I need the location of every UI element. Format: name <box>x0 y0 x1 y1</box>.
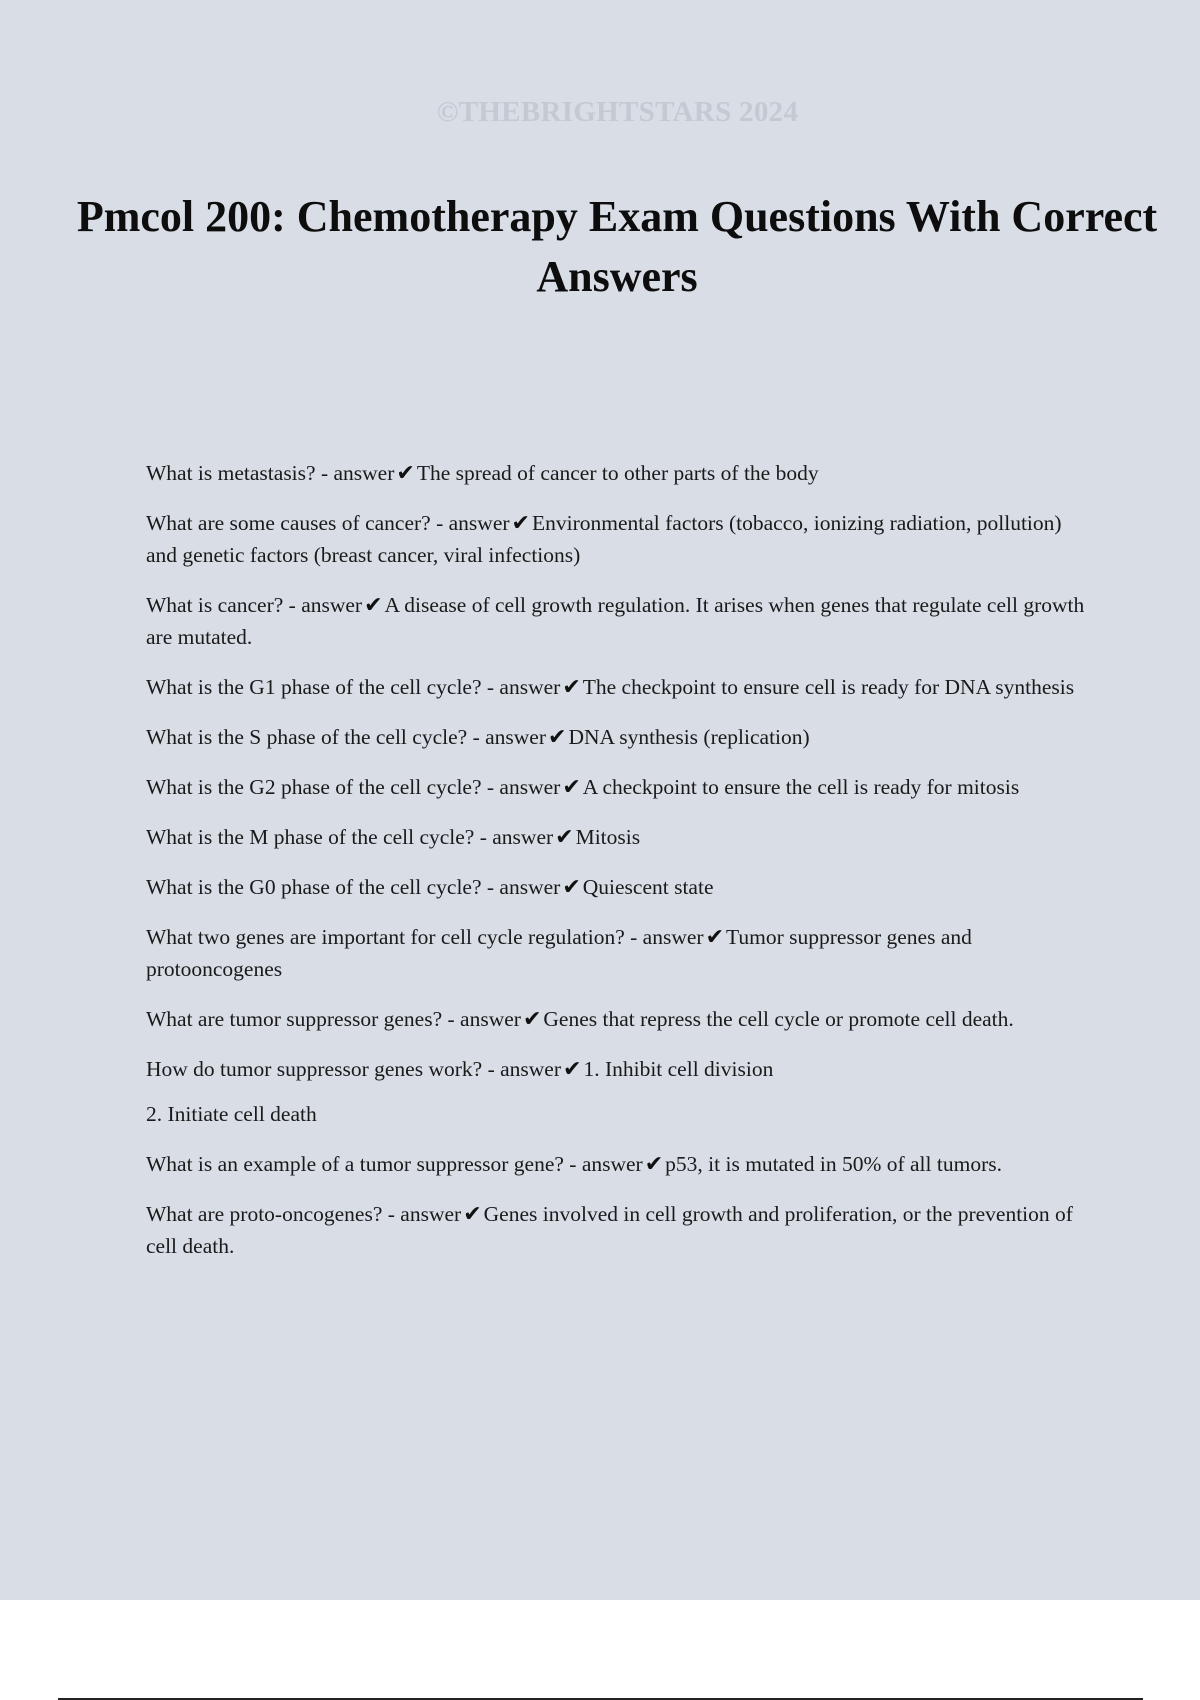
answer-text: 1. Inhibit cell division <box>583 1057 774 1081</box>
qa-item <box>146 821 1094 853</box>
qa-item <box>146 671 1094 703</box>
answer-separator: - answer <box>430 511 510 535</box>
answer-separator: - answer <box>481 875 561 899</box>
qa-item <box>146 1198 1094 1262</box>
checkmark-icon: ✔ <box>522 1007 542 1032</box>
answer-separator: - answer <box>481 675 561 699</box>
question-text: What is the M phase of the cell cycle? <box>146 825 475 849</box>
checkmark-icon: ✔ <box>396 461 415 486</box>
qa-item <box>146 507 1094 571</box>
qa-item <box>146 589 1094 653</box>
answer-text: DNA synthesis (replication) <box>568 725 810 749</box>
checkmark-icon: ✔ <box>562 775 581 800</box>
qa-item <box>146 1148 1094 1180</box>
answer-separator: - answer <box>563 1152 643 1176</box>
answer-continuation: 2. Initiate cell death <box>146 1102 317 1126</box>
answer-separator: - answer <box>442 1007 521 1031</box>
question-text: What is the G1 phase of the cell cycle? <box>146 675 482 699</box>
answer-text: p53, it is mutated in 50% of all tumors. <box>665 1152 1002 1176</box>
question-text: What is an example of a tumor suppressor gene? <box>146 1152 564 1176</box>
answer-separator: - answer <box>482 1057 561 1081</box>
question-text: What is the G2 phase of the cell cycle? <box>146 775 482 799</box>
question-text: How do tumor suppressor genes work? <box>146 1057 483 1081</box>
question-text: What is the G0 phase of the cell cycle? <box>146 875 482 899</box>
answer-text: Genes that repress the cell cycle or promote cell death. <box>543 1007 1014 1031</box>
checkmark-icon: ✔ <box>548 725 567 750</box>
answer-text: A checkpoint to ensure the cell is ready for mitosis <box>582 775 1020 799</box>
document-title: Pmcol 200: Chemotherapy Exam Questions With Correct Answers <box>76 192 1158 301</box>
qa-item <box>146 721 1094 753</box>
answer-text: Genes involved in cell growth and proliferation, or the prevention of cell death. <box>146 1202 1073 1258</box>
answer-separator: - answer <box>624 925 704 949</box>
qa-item <box>146 1003 1094 1035</box>
checkmark-icon: ✔ <box>511 511 530 536</box>
answer-separator: - answer <box>382 1202 462 1226</box>
checkmark-icon: ✔ <box>555 825 574 850</box>
qa-item <box>146 1053 1094 1085</box>
answer-separator: - answer <box>481 775 561 799</box>
answer-text: A disease of cell growth regulation. It arises when genes that regulate cell growth are mutated. <box>146 593 1085 649</box>
answer-separator: - answer <box>474 825 554 849</box>
checkmark-icon: ✔ <box>644 1152 664 1177</box>
answer-text: The checkpoint to ensure cell is ready for DNA synthesis <box>582 675 1075 699</box>
answer-separator: - answer <box>467 725 546 749</box>
answer-separator: - answer <box>283 593 363 617</box>
checkmark-icon: ✔ <box>463 1202 482 1227</box>
question-text: What are tumor suppressor genes? <box>146 1007 443 1031</box>
qa-item <box>146 921 1094 985</box>
qa-item <box>146 871 1094 903</box>
checkmark-icon: ✔ <box>705 925 725 950</box>
answer-text: The spread of cancer to other parts of the body <box>416 461 819 485</box>
qa-list <box>146 457 1094 1280</box>
question-text: What is the S phase of the cell cycle? <box>146 725 468 749</box>
checkmark-icon: ✔ <box>562 675 581 700</box>
answer-text: Quiescent state <box>582 875 714 899</box>
question-text: What are some causes of cancer? <box>146 511 431 535</box>
checkmark-icon: ✔ <box>364 593 383 618</box>
answer-text: Environmental factors (tobacco, ionizing radiation, pollution) and genetic factors (breast cancer, viral infections) <box>146 511 1062 567</box>
qa-item <box>146 771 1094 803</box>
answer-text: Mitosis <box>575 825 641 849</box>
checkmark-icon: ✔ <box>563 1057 582 1082</box>
question-text: What is metastasis? <box>146 461 316 485</box>
answer-text: Tumor suppressor genes and protooncogenes <box>146 925 972 981</box>
checkmark-icon: ✔ <box>562 875 581 900</box>
qa-item <box>146 457 1094 489</box>
question-text: What are proto-oncogenes? <box>146 1202 383 1226</box>
watermark: ©THEBRIGHTSTARS 2024 <box>436 96 799 128</box>
question-text: What two genes are important for cell cycle regulation? <box>146 925 625 949</box>
answer-separator: - answer <box>315 461 395 485</box>
question-text: What is cancer? <box>146 593 284 617</box>
